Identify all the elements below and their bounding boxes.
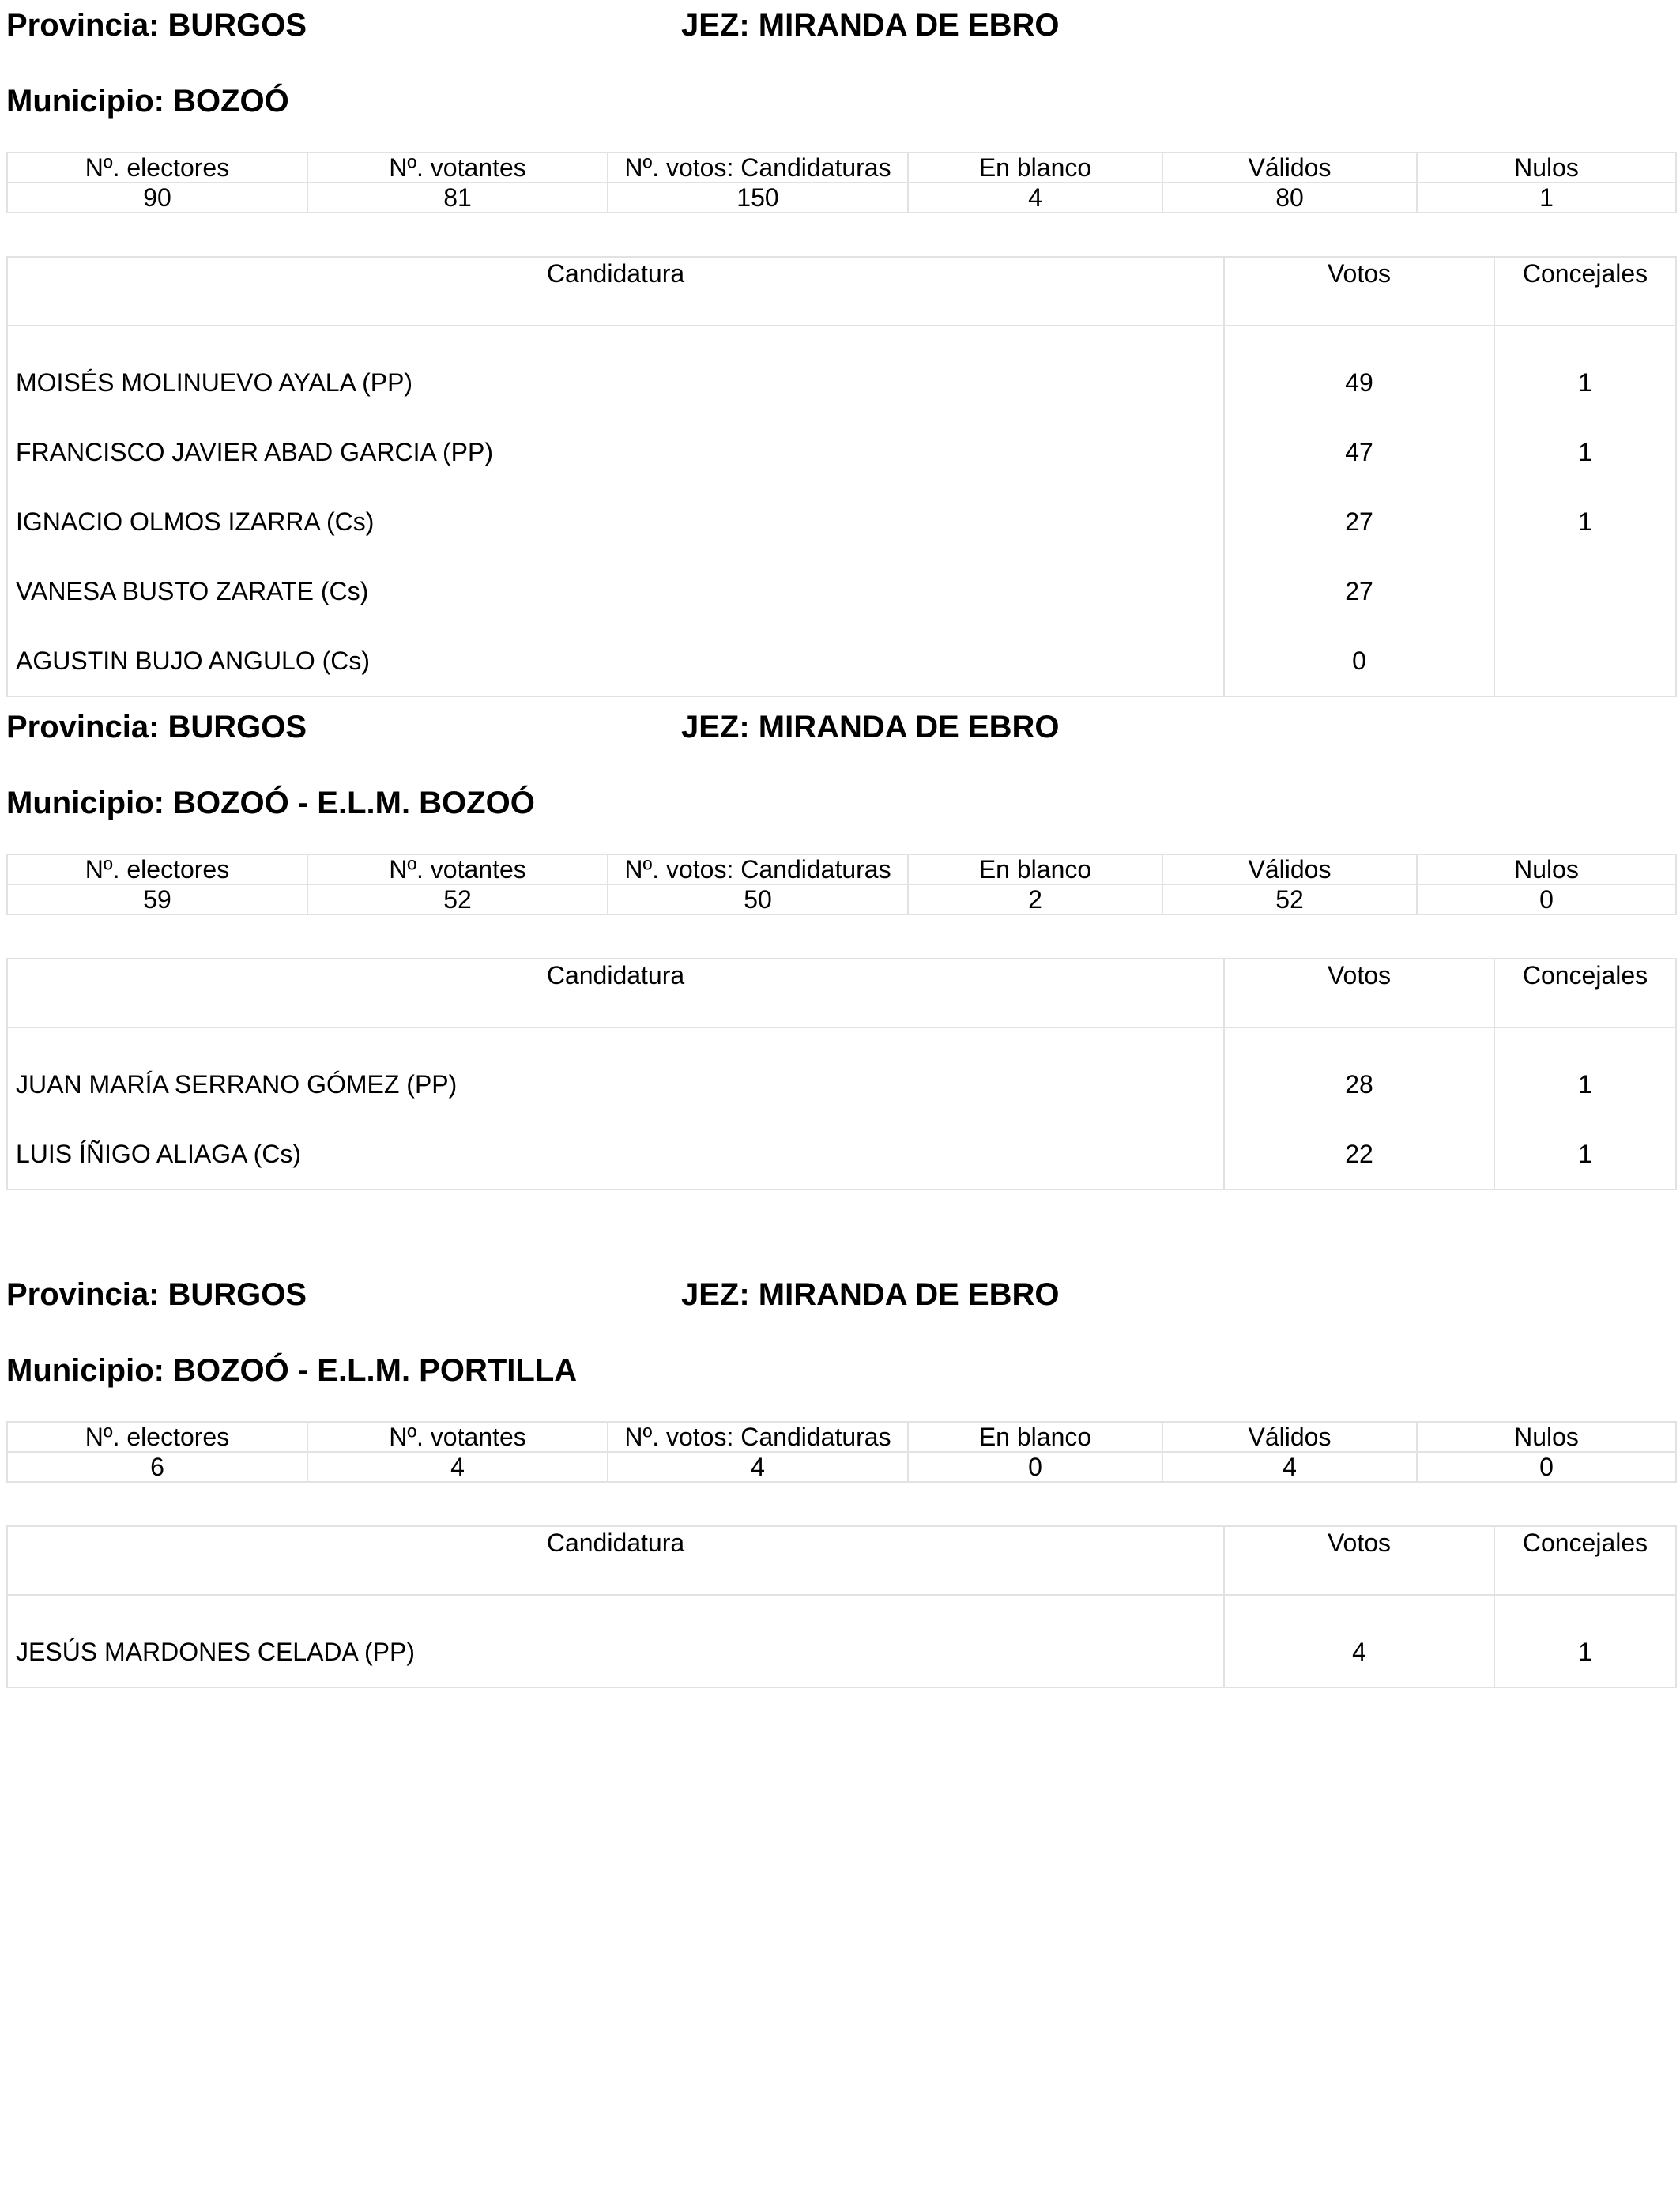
provincia-label: Provincia: BURGOS	[6, 8, 307, 43]
summary-value: 90	[7, 183, 307, 213]
jez-label: JEZ: MIRANDA DE EBRO	[681, 710, 1060, 745]
summary-value: 52	[307, 884, 608, 914]
summary-value: 50	[608, 884, 908, 914]
candidates-table	[6, 958, 1677, 1190]
summary-header: Nº. votantes	[307, 1422, 608, 1452]
candidate-votos: 27	[1224, 487, 1494, 556]
candidates-header-row	[7, 959, 1676, 1027]
summary-value: 4	[608, 1452, 908, 1482]
jez-label: JEZ: MIRANDA DE EBRO	[681, 8, 1060, 43]
summary-value-row	[7, 1452, 1676, 1482]
candidate-votos: 22	[1224, 1119, 1494, 1189]
municipio-title: Municipio: BOZOÓ - E.L.M. PORTILLA	[6, 1353, 578, 1388]
concejales-header: Concejales	[1494, 1526, 1676, 1595]
candidate-concejales: 1	[1494, 1027, 1676, 1119]
summary-value: 0	[908, 1452, 1162, 1482]
summary-value: 52	[1162, 884, 1417, 914]
votos-header: Votos	[1224, 257, 1494, 326]
summary-header: Válidos	[1162, 854, 1417, 884]
votos-header: Votos	[1224, 959, 1494, 1027]
candidatura-header: Candidatura	[7, 257, 1224, 326]
candidate-name: AGUSTIN BUJO ANGULO (Cs)	[7, 626, 1224, 696]
table-row	[7, 487, 1676, 556]
summary-header: Nº. votos: Candidaturas	[608, 1422, 908, 1452]
candidates-table	[6, 1525, 1677, 1688]
candidate-votos: 28	[1224, 1027, 1494, 1119]
summary-header: Nº. votos: Candidaturas	[608, 854, 908, 884]
summary-value: 4	[307, 1452, 608, 1482]
candidate-concejales: 1	[1494, 417, 1676, 487]
candidate-name: MOISÉS MOLINUEVO AYALA (PP)	[7, 326, 1224, 417]
summary-value: 80	[1162, 183, 1417, 213]
provincia-label: Provincia: BURGOS	[6, 710, 307, 745]
candidate-votos: 47	[1224, 417, 1494, 487]
summary-header: Nº. votos: Candidaturas	[608, 153, 908, 183]
summary-value: 0	[1417, 884, 1676, 914]
summary-header: Válidos	[1162, 1422, 1417, 1452]
summary-value: 81	[307, 183, 608, 213]
summary-header: Nulos	[1417, 854, 1676, 884]
candidate-votos: 4	[1224, 1595, 1494, 1687]
summary-value: 1	[1417, 183, 1676, 213]
candidate-name: JUAN MARÍA SERRANO GÓMEZ (PP)	[7, 1027, 1224, 1119]
summary-header: En blanco	[908, 854, 1162, 884]
table-row	[7, 1027, 1676, 1119]
summary-table	[6, 854, 1677, 915]
candidate-concejales: 1	[1494, 1595, 1676, 1687]
summary-header: Nulos	[1417, 1422, 1676, 1452]
summary-header-row	[7, 854, 1676, 884]
candidate-concejales: 1	[1494, 487, 1676, 556]
candidatura-header: Candidatura	[7, 1526, 1224, 1595]
jez-label: JEZ: MIRANDA DE EBRO	[681, 1277, 1060, 1312]
summary-value: 2	[908, 884, 1162, 914]
summary-value: 59	[7, 884, 307, 914]
table-row	[7, 1595, 1676, 1687]
summary-header: En blanco	[908, 1422, 1162, 1452]
summary-value: 4	[908, 183, 1162, 213]
candidate-name: VANESA BUSTO ZARATE (Cs)	[7, 556, 1224, 626]
candidate-name: JESÚS MARDONES CELADA (PP)	[7, 1595, 1224, 1687]
summary-header-row	[7, 1422, 1676, 1452]
candidate-votos: 27	[1224, 556, 1494, 626]
concejales-header: Concejales	[1494, 257, 1676, 326]
candidate-votos: 0	[1224, 626, 1494, 696]
concejales-header: Concejales	[1494, 959, 1676, 1027]
summary-value: 0	[1417, 1452, 1676, 1482]
candidate-name: FRANCISCO JAVIER ABAD GARCIA (PP)	[7, 417, 1224, 487]
summary-header: Nº. electores	[7, 153, 307, 183]
votos-header: Votos	[1224, 1526, 1494, 1595]
table-row	[7, 417, 1676, 487]
summary-table	[6, 152, 1677, 213]
summary-header: Nº. electores	[7, 1422, 307, 1452]
candidate-votos: 49	[1224, 326, 1494, 417]
summary-value-row	[7, 183, 1676, 213]
summary-header: Nulos	[1417, 153, 1676, 183]
summary-header: En blanco	[908, 153, 1162, 183]
candidates-table	[6, 256, 1677, 697]
candidate-concejales: 1	[1494, 326, 1676, 417]
table-row	[7, 556, 1676, 626]
summary-header: Válidos	[1162, 153, 1417, 183]
table-row	[7, 626, 1676, 696]
provincia-label: Provincia: BURGOS	[6, 1277, 307, 1312]
candidate-concejales	[1494, 556, 1676, 626]
summary-header: Nº. votantes	[307, 854, 608, 884]
summary-table	[6, 1421, 1677, 1483]
candidates-header-row	[7, 257, 1676, 326]
summary-header: Nº. electores	[7, 854, 307, 884]
candidatura-header: Candidatura	[7, 959, 1224, 1027]
table-row	[7, 326, 1676, 417]
municipio-title: Municipio: BOZOÓ	[6, 84, 289, 119]
candidate-name: LUIS ÍÑIGO ALIAGA (Cs)	[7, 1119, 1224, 1189]
summary-value-row	[7, 884, 1676, 914]
summary-value: 150	[608, 183, 908, 213]
summary-value: 6	[7, 1452, 307, 1482]
summary-header-row	[7, 153, 1676, 183]
candidate-name: IGNACIO OLMOS IZARRA (Cs)	[7, 487, 1224, 556]
table-row	[7, 1119, 1676, 1189]
municipio-title: Municipio: BOZOÓ - E.L.M. BOZOÓ	[6, 786, 535, 820]
summary-header: Nº. votantes	[307, 153, 608, 183]
candidate-concejales: 1	[1494, 1119, 1676, 1189]
candidate-concejales	[1494, 626, 1676, 696]
candidates-header-row	[7, 1526, 1676, 1595]
summary-value: 4	[1162, 1452, 1417, 1482]
